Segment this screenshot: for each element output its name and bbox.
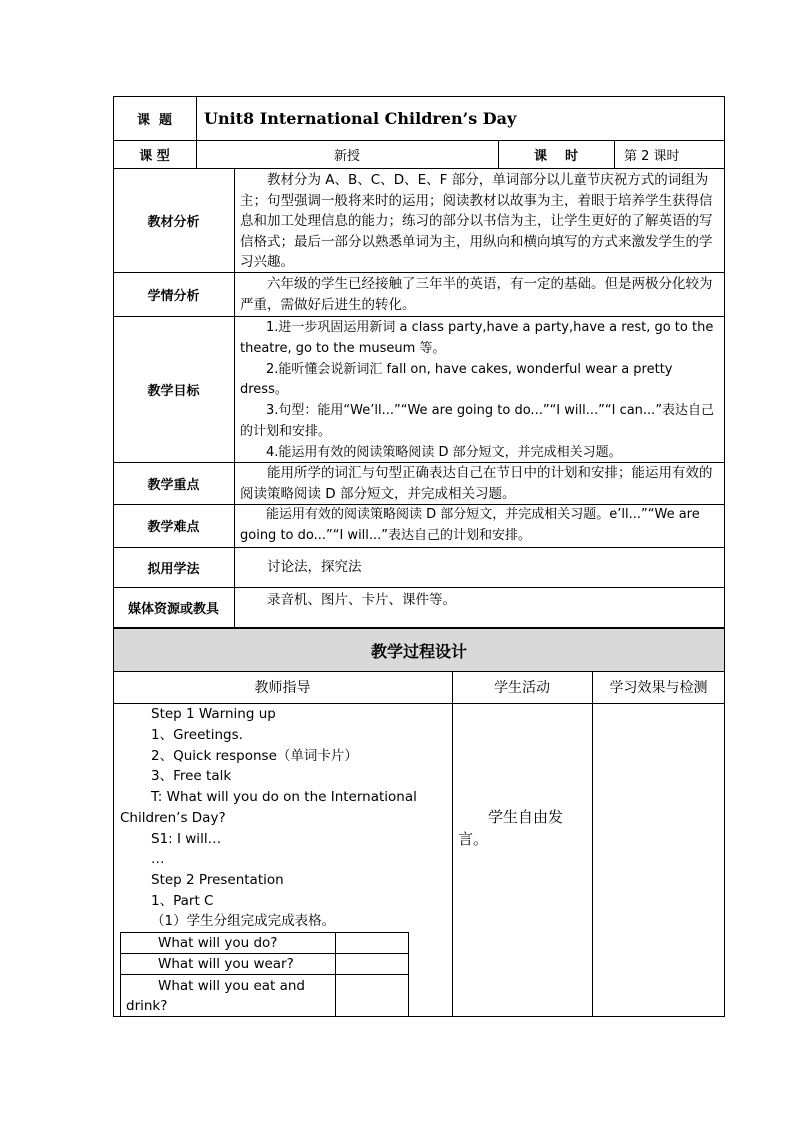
- difficult-points-label: 教学难点: [147, 520, 200, 535]
- teacher-line: Children’s Day?: [120, 810, 226, 826]
- student-analysis-text: 六年级的学生已经接触了三年半的英语，有一定的基础。但是两极分化较为严重，需做好后进生的转化。: [240, 276, 713, 313]
- teacher-guidance-header: 教师指导: [254, 680, 311, 696]
- key-points-text: 能用所学的词汇与句型正确表达自己在节日中的计划和安排；能运用有效的阅读策略阅读 D 部分短文，并完成相关习题。: [240, 465, 713, 502]
- goal-item: 2.能听懂会说新词汇 fall on, have cakes, wonderful wear a pretty dress。: [240, 361, 673, 398]
- material-analysis-label: 教材分析: [147, 214, 200, 230]
- topic-label: 课 题: [136, 112, 173, 128]
- teacher-line: 3、Free talk: [151, 768, 232, 784]
- group-task-question: What will you do?: [158, 935, 278, 951]
- student-activity-header: 学生活动: [494, 680, 550, 696]
- type-value: 新授: [333, 148, 360, 164]
- material-analysis-text: 教材分为 A、B、C、D、E、F 部分，单词部分以儿童节庆祝方式的词组为主；句型强调一般将来时的运用；阅读教材以故事为主，着眼于培养学生获得信息和加工处理信息的能力；练习的部分以书信为主，让学生更好的了解英语的写信格式；最后一部分以熟悉单词为主，用纵向和横向填写的方式来激发学生的学习兴趣。: [240, 172, 713, 270]
- teacher-line: Step 1 Warning up: [151, 706, 276, 722]
- teacher-line: 1、Greetings.: [151, 727, 243, 743]
- teaching-goals-label: 教学目标: [147, 383, 200, 399]
- goal-item: 4.能运用有效的阅读策略阅读 D 部分短文，并完成相关习题。: [266, 444, 622, 460]
- teacher-line: 1、Part C: [151, 893, 214, 909]
- goal-item: 3.句型：能用“We’ll...”“We are going to do...”“I will...”“I can...”表达自己的计划和安排。: [240, 403, 715, 439]
- learning-effect-header: 学习效果与检测: [609, 680, 708, 696]
- teacher-line: T: What will you do on the International: [151, 789, 417, 805]
- teacher-line: …: [151, 851, 165, 867]
- learning-method-text: 讨论法，探究法: [267, 559, 362, 575]
- student-activity-text: 学生自由发: [488, 808, 564, 826]
- student-activity-text: 言。: [458, 830, 489, 848]
- media-resources-label: 媒体资源或教具: [127, 602, 219, 617]
- group-task-question: What will you eat and: [158, 978, 306, 994]
- teacher-line: Step 2 Presentation: [151, 872, 284, 888]
- teacher-line: （1）学生分组完成完成表格。: [151, 913, 336, 929]
- topic-title: Unit8 International Children’s Day: [204, 108, 517, 128]
- process-design-title: 教学过程设计: [114, 629, 724, 671]
- key-points-label: 教学重点: [147, 477, 200, 493]
- type-label: 课 型: [139, 148, 170, 164]
- period-label: 课 时: [533, 148, 579, 164]
- teacher-line: 2、Quick response（单词卡片）: [151, 748, 358, 764]
- group-task-question: drink?: [126, 998, 168, 1014]
- goal-item: 1.进一步巩固运用新词 a class party,have a party,have a rest, go to the theatre, go to the museum 等。: [240, 320, 714, 356]
- student-analysis-label: 学情分析: [147, 288, 200, 304]
- teaching-goals-list: [240, 318, 720, 464]
- media-resources-text: 录音机、图片、卡片、课件等。: [267, 592, 456, 608]
- difficult-points-text: 能运用有效的阅读策略阅读 D 部分短文，并完成相关习题。e’ll...”“We are going to do...”“I will...”表达自己的计划和安排。: [240, 507, 700, 543]
- period-value: 第 2 课时: [624, 148, 680, 164]
- learning-method-label: 拟用学法: [147, 561, 200, 577]
- group-task-question: What will you wear?: [158, 956, 294, 972]
- teacher-line: S1: I will…: [151, 831, 222, 847]
